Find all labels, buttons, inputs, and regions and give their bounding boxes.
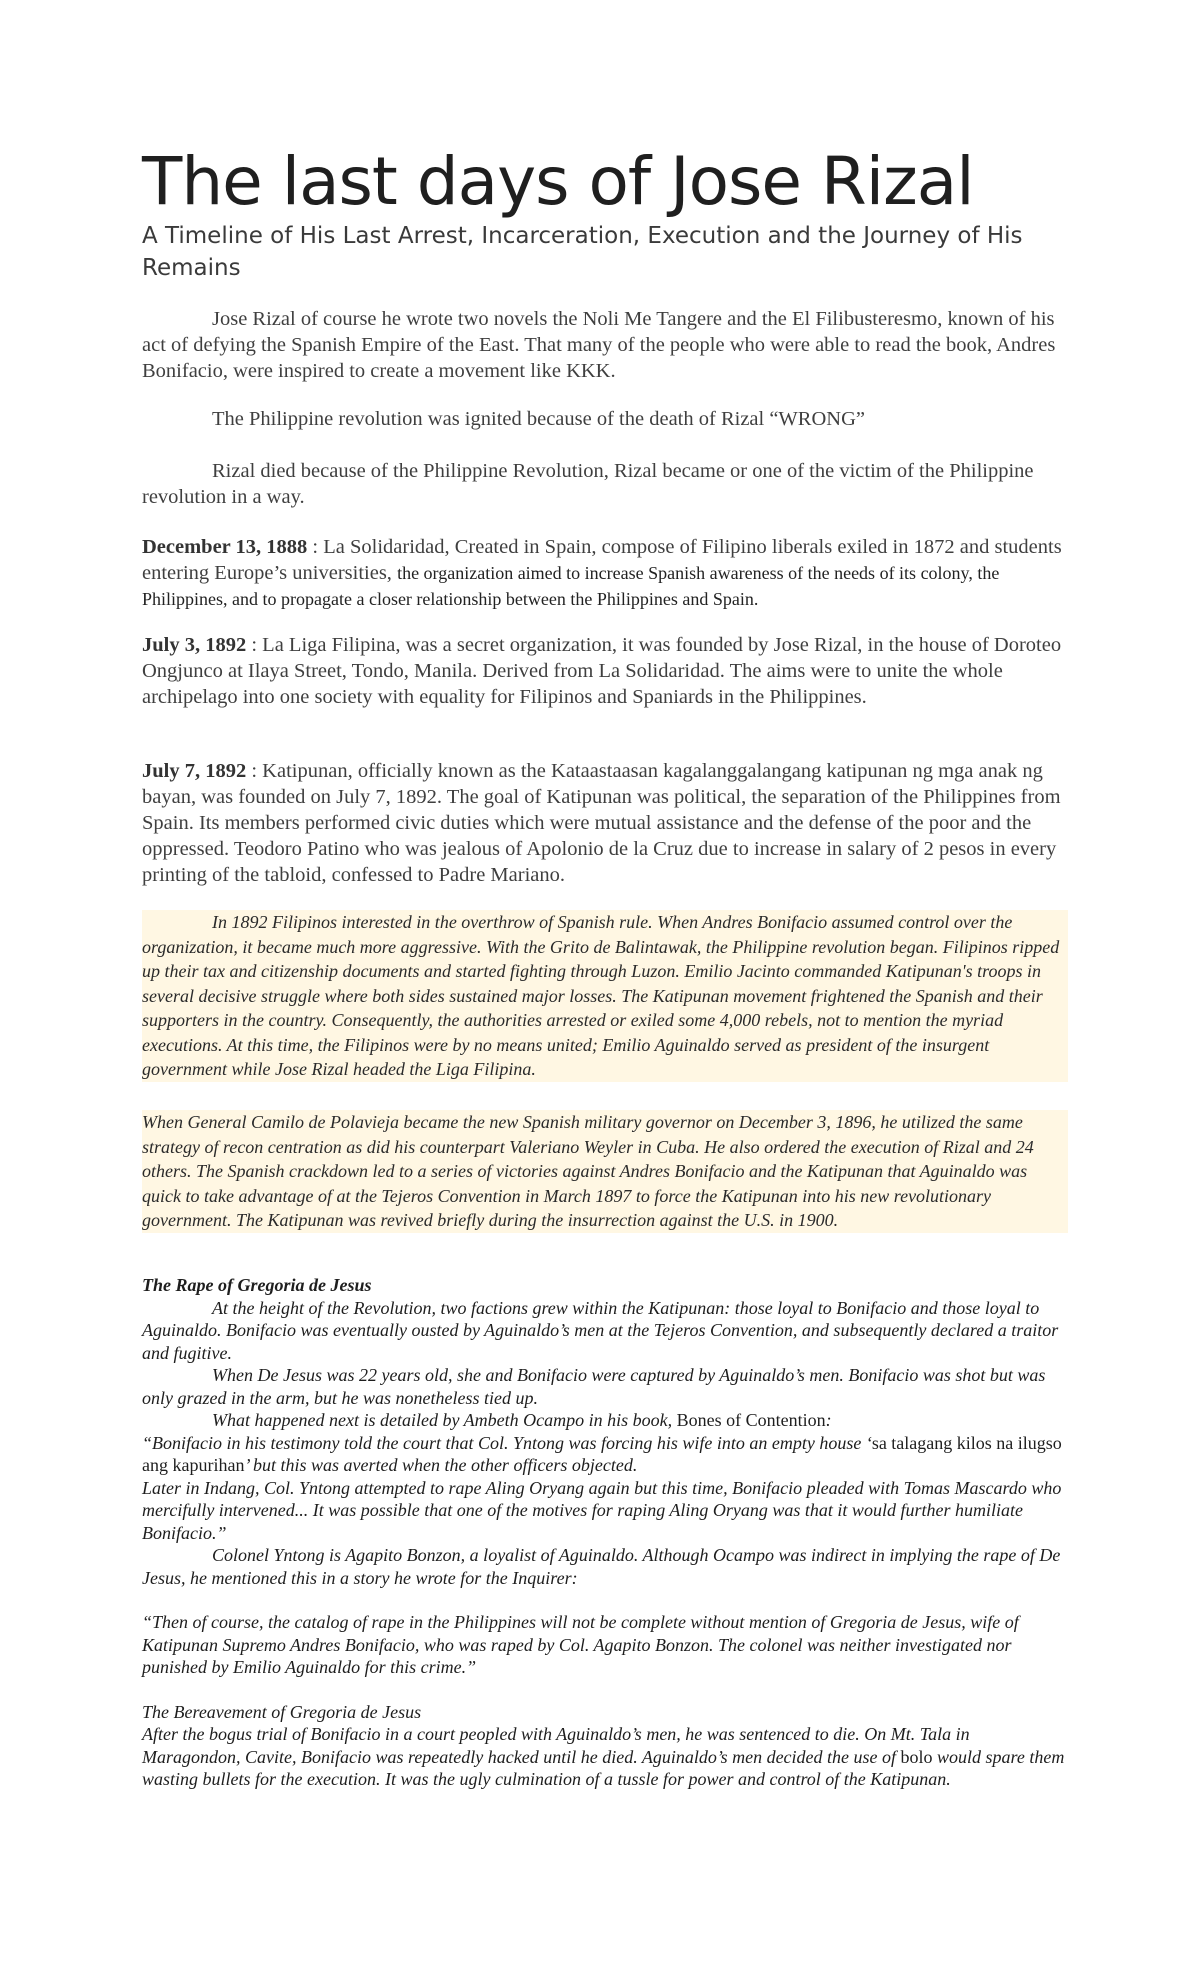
document-title: The last days of Jose Rizal xyxy=(142,143,974,220)
timeline-text: : Katipunan, officially known as the Kataastaasan kagalanggalangang katipunan ng mga anak ng bayan, was founded on July 7, 1892. The goal of Katipunan was political, the separation of the Philippines from Spain. Its members performed civic duties which were mutual assistance and the defense of the poor and the oppressed. Teodoro Patino who was jealous of Apolonio de la Cruz due to increase in salary of 2 pesos in every printing of the tabloid, confessed to Padre Mariano. xyxy=(142,760,1061,886)
timeline-entry-july7-1892 xyxy=(142,758,1068,888)
timeline-text-small: the organization aimed to increase Spanish awareness of the needs of its colony, the Philippines, and to propagate a closer relationship between the Philippines and Spain. xyxy=(142,563,1000,609)
book-title: Bones of Contention xyxy=(676,1410,826,1430)
timeline-date: July 3, 1892 xyxy=(142,634,247,656)
intro-paragraph-2: The Philippine revolution was ignited because of the death of Rizal “WRONG” xyxy=(212,408,865,430)
rape-section xyxy=(142,1274,1068,1791)
section-paragraph: At the height of the Revolution, two factions grew within the Katipunan: those loyal to Bonifacio and those loyal to Aguinaldo. Bonifacio was eventually ousted by Aguinaldo’s men at the Tejeros Convention, and subsequently declared a traitor and fugitive. xyxy=(142,1297,1059,1363)
highlighted-paragraph-1: In 1892 Filipinos interested in the overthrow of Spanish rule. When Andres Bonifacio assumed control over the organization, it became much more aggressive. With the Grito de Balintawak, the Philippine revolution began. Filipinos ripped up their tax and citizenship documents and started fighting through Luzon. Emilio Jacinto commanded Katipunan's troops in several decisive struggle where both sides sustained major losses. The Katipunan movement frightened the Spanish and their supporters in the country. Consequently, the authorities arrested or exiled some 4,000 rebels, not to mention the myriad executions. At this time, the Filipinos were by no means united; Emilio Aguinaldo served as president of the insurgent government while Jose Rizal headed the Liga Filipina. xyxy=(142,910,1068,1082)
section-quote: “Bonifacio in his testimony told the court that Col. Yntong was forcing his wife into an empty house ‘sa talagang kilos na ilugso ang kapurihan’ but this was averted when the other officers objected. xyxy=(142,1432,1062,1475)
tagalog-phrase: sa talagang kilos na ilugso ang kapurihan xyxy=(142,1432,1062,1475)
timeline-entry-july3-1892 xyxy=(142,632,1068,710)
timeline-text: : La Solidaridad, Created in Spain, compose of Filipino liberals exiled in 1872 and students entering Europe’s universities, xyxy=(142,536,1062,584)
timeline-date: July 7, 1892 xyxy=(142,760,247,782)
section-paragraph: When De Jesus was 22 years old, she and Bonifacio were captured by Aguinaldo’s men. Bonifacio was shot but was only grazed in the arm, but he was nonetheless tied up. xyxy=(142,1365,1046,1408)
section-heading: The Rape of Gregoria de Jesus xyxy=(142,1275,372,1295)
section-paragraph: Later in Indang, Col. Yntong attempted to rape Aling Oryang again but this time, Bonifacio pleaded with Tomas Mascardo who mercifully intervened... It was possible that one of the motives for raping Aling Oryang was that it would further humiliate Bonifacio.” xyxy=(142,1477,1062,1543)
section-paragraph: After the bogus trial of Bonifacio in a court peopled with Aguinaldo’s men, he was sentenced to die. On Mt. Tala in Maragondon, Cavite, Bonifacio was repeatedly hacked until he died. Aguinaldo’s men decided the use of bolo would spare them wasting bullets for the execution. It was the ugly culmination of a tussle for power and control of the Katipunan. xyxy=(142,1724,1065,1789)
section-paragraph: What happened next is detailed by Ambeth Ocampo in his book, Bones of Contention: xyxy=(212,1410,832,1430)
intro-paragraph-3: Rizal died because of the Philippine Revolution, Rizal became or one of the victim of the Philippine revolution in a way. xyxy=(142,460,1034,508)
document-subtitle: A Timeline of His Last Arrest, Incarceration, Execution and the Journey of His Remains xyxy=(142,223,1023,281)
timeline-date: December 13, 1888 xyxy=(142,536,308,558)
section-paragraph: Colonel Yntong is Agapito Bonzon, a loyalist of Aguinaldo. Although Ocampo was indirect in implying the rape of De Jesus, he mentioned this in a story he wrote for the Inquirer: xyxy=(142,1545,1061,1588)
section-heading: The Bereavement of Gregoria de Jesus xyxy=(142,1701,422,1722)
timeline-text: : La Liga Filipina, was a secret organization, it was founded by Jose Rizal, in the house of Doroteo Ongjunco at Ilaya Street, Tondo, Manila. Derived from La Solidaridad. The aims were to unite the whole archipelago into one society with equality for Filipinos and Spaniards in the Philippines. xyxy=(142,634,1062,708)
bolo-word: bolo xyxy=(900,1746,933,1767)
timeline-entry-1888 xyxy=(142,534,1068,612)
intro-paragraph-1: Jose Rizal of course he wrote two novels the Noli Me Tangere and the El Filibusteresmo, known of his act of defying the Spanish Empire of the East. That many of the people who were able to read the book, Andres Bonifacio, were inspired to create a movement like KKK. xyxy=(142,308,1056,382)
highlighted-paragraph-2: When General Camilo de Polavieja became the new Spanish military governor on December 3, 1896, he utilized the same strategy of recon centration as did his counterpart Valeriano Weyler in Cuba. He also ordered the execution of Rizal and 24 others. The Spanish crackdown led to a series of victories against Andres Bonifacio and the Katipunan that Aguinaldo was quick to take advantage of at the Tejeros Convention in March 1897 to force the Katipunan into his new revolutionary government. The Katipunan was revived briefly during the insurrection against the U.S. in 1900. xyxy=(142,1110,1068,1233)
section-quote: “Then of course, the catalog of rape in the Philippines will not be complete without mention of Gregoria de Jesus, wife of Katipunan Supremo Andres Bonifacio, who was raped by Col. Agapito Bonzon. The colonel was neither investigated nor punished by Emilio Aguinaldo for this crime.” xyxy=(142,1612,1019,1677)
